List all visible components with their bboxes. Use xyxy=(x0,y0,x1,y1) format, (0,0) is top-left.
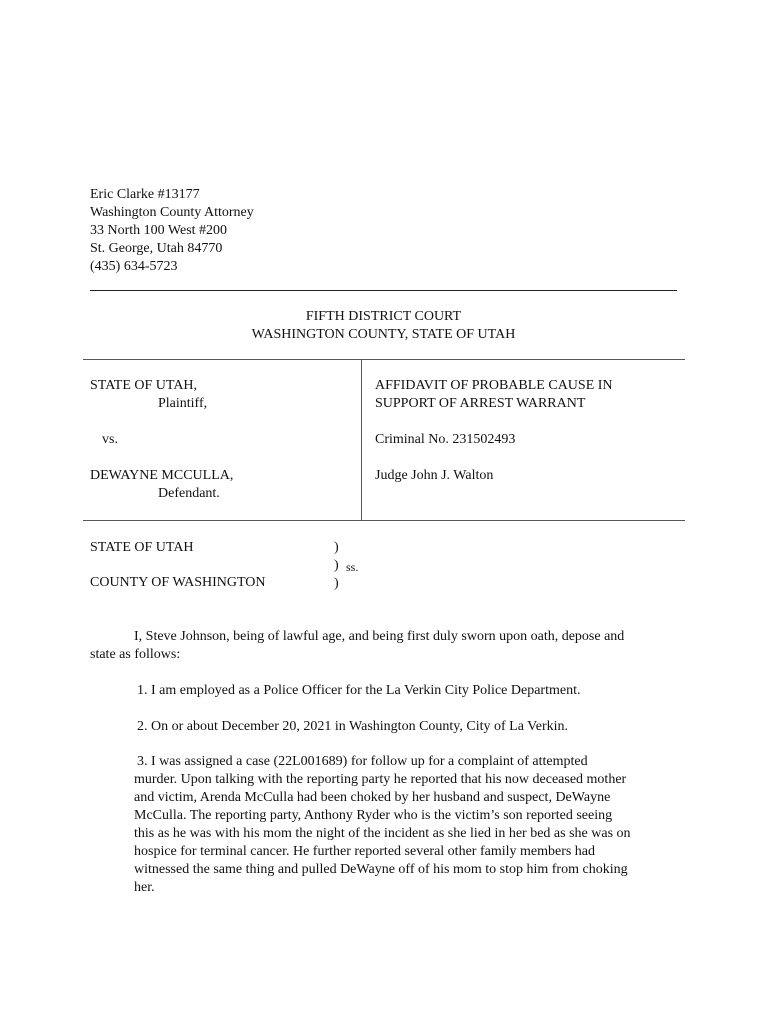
attorney-title: Washington County Attorney xyxy=(90,205,254,220)
attorney-phone: (435) 634-5723 xyxy=(90,259,178,274)
attorney-city: St. George, Utah 84770 xyxy=(90,241,223,256)
caption-bottom-rule xyxy=(83,520,685,521)
venue-ss: ss. xyxy=(346,560,359,574)
item3-line-5: this as he was with his mom the night of the incident as she lied in her bed as she was on xyxy=(134,826,631,841)
item3-line-1: 3. I was assigned a case (22L001689) for follow up for a complaint of attempted xyxy=(137,754,588,769)
caption-divider xyxy=(361,359,362,520)
item3-line-7: witnessed the same thing and pulled DeWayne off of his mom to stop him from choking xyxy=(134,862,628,877)
attorney-street: 33 North 100 West #200 xyxy=(90,223,228,238)
venue-paren-1: ) xyxy=(334,540,339,555)
document-title-line2: SUPPORT OF ARREST WARRANT xyxy=(375,396,586,411)
plaintiff-name: STATE OF UTAH, xyxy=(90,378,198,393)
plaintiff-role: Plaintiff, xyxy=(158,396,208,411)
venue-paren-2: ) xyxy=(334,558,339,573)
numbered-item-2: 2. On or about December 20, 2021 in Washington County, City of La Verkin. xyxy=(137,719,568,734)
caption-top-rule xyxy=(83,359,685,360)
attorney-block xyxy=(90,186,254,276)
item3-line-8: her. xyxy=(134,880,155,895)
document-title-line1: AFFIDAVIT OF PROBABLE CAUSE IN xyxy=(375,378,613,393)
criminal-number: Criminal No. 231502493 xyxy=(375,432,516,447)
item3-line-6: hospice for terminal cancer. He further reported several other family members had xyxy=(134,844,596,859)
judge-name: Judge John J. Walton xyxy=(375,468,494,483)
item3-line-4: McCulla. The reporting party, Anthony Ryder who is the victim’s son reported seeing xyxy=(134,808,613,823)
venue-paren-3: ) xyxy=(334,576,339,591)
venue-state: STATE OF UTAH xyxy=(90,540,194,555)
court-heading xyxy=(90,308,677,344)
header-divider xyxy=(90,290,677,291)
court-name: FIFTH DISTRICT COURT xyxy=(305,309,462,324)
venue-county: COUNTY OF WASHINGTON xyxy=(90,575,266,590)
item3-line-2: murder. Upon talking with the reporting party he reported that his now deceased mother xyxy=(134,772,627,787)
defendant-name: DEWAYNE MCCULLA, xyxy=(90,468,234,483)
versus-label: vs. xyxy=(102,432,118,447)
numbered-item-1: 1. I am employed as a Police Officer for the La Verkin City Police Department. xyxy=(137,683,581,698)
defendant-role: Defendant. xyxy=(158,486,220,501)
intro-line-2: state as follows: xyxy=(90,647,181,662)
intro-line-1: I, Steve Johnson, being of lawful age, and being first duly sworn upon oath, depose and xyxy=(134,629,625,644)
attorney-name: Eric Clarke #13177 xyxy=(90,187,200,202)
item3-line-3: and victim, Arenda McCulla had been choked by her husband and suspect, DeWayne xyxy=(134,790,611,805)
court-county: WASHINGTON COUNTY, STATE OF UTAH xyxy=(251,327,516,342)
